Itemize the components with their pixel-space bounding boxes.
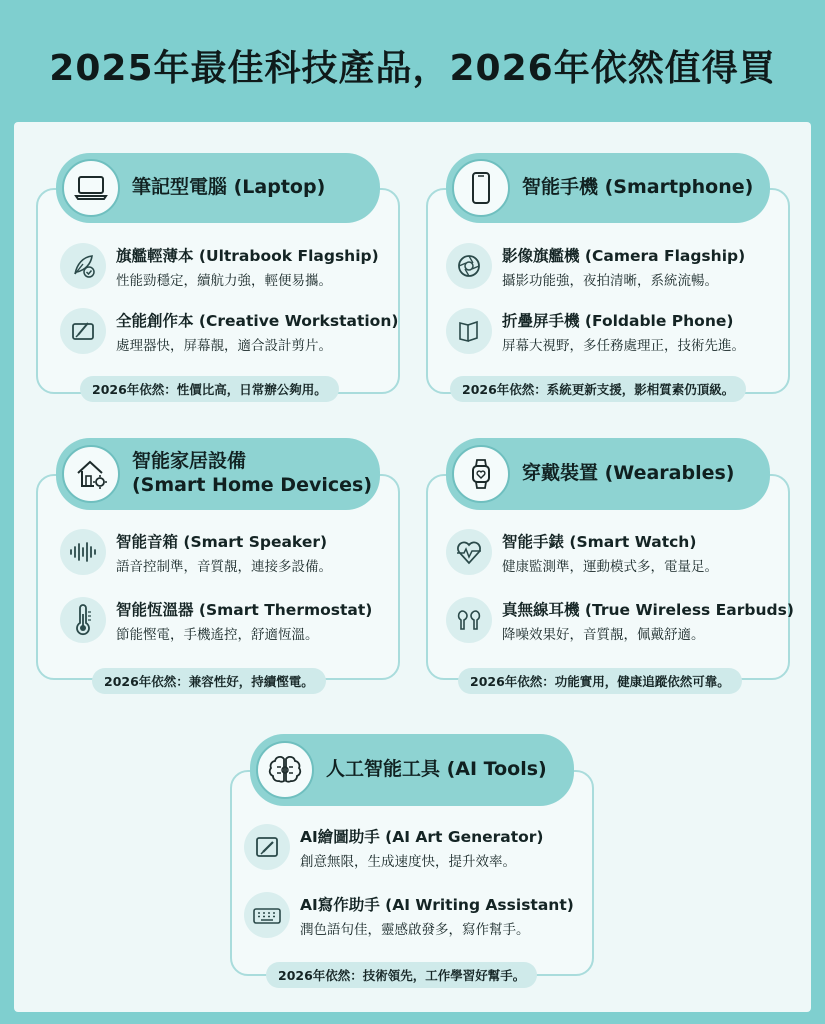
smartphone-footer: 2026年依然：系統更新支援，影相質素仍頂級。: [450, 376, 746, 402]
item-description: 潤色語句佳，靈感啟發多，寫作幫手。: [300, 921, 530, 938]
smarthome-header: [56, 438, 380, 510]
heart-rate-icon: [446, 529, 492, 575]
foldable-phone-icon: [446, 308, 492, 354]
wearables-footer: 2026年依然：功能實用，健康追蹤依然可靠。: [458, 668, 742, 694]
ai-header: [250, 734, 574, 806]
item-description: 創意無限，生成速度快，提升效率。: [300, 853, 516, 870]
item-description: 語音控制準，音質靚，連接多設備。: [116, 558, 332, 575]
item-title: 真無線耳機 (True Wireless Earbuds): [502, 600, 794, 619]
item-title: AI寫作助手 (AI Writing Assistant): [300, 895, 574, 914]
ai-heading: 人工智能工具 (AI Tools): [326, 758, 547, 781]
item-title: 折疊屏手機 (Foldable Phone): [502, 311, 734, 330]
item-title: 全能創作本 (Creative Workstation): [116, 311, 399, 330]
list-item: [446, 529, 718, 575]
item-description: 性能勁穩定，續航力強，輕便易攜。: [116, 272, 332, 289]
list-item: [446, 597, 794, 643]
page-title: 2025年最佳科技產品，2026年依然值得買: [49, 48, 776, 89]
sound-wave-icon: [60, 529, 106, 575]
wearables-heading: 穿戴裝置 (Wearables): [522, 462, 735, 485]
feather-check-icon: [60, 243, 106, 289]
item-description: 屏幕大視野，多任務處理正，技術先進。: [502, 337, 745, 354]
item-description: 攝影功能強，夜拍清晰，系統流暢。: [502, 272, 718, 289]
laptop-footer: 2026年依然：性價比高，日常辦公夠用。: [80, 376, 339, 402]
list-item: [60, 529, 332, 575]
ai-brain-icon: [256, 741, 314, 799]
smartphone-header: [446, 153, 770, 223]
list-item: [60, 308, 398, 354]
camera-aperture-icon: [446, 243, 492, 289]
list-item: [446, 308, 745, 354]
list-item: [60, 597, 372, 643]
ai-footer: 2026年依然：技術領先，工作學習好幫手。: [266, 962, 537, 988]
laptop-icon: [62, 159, 120, 217]
list-item: [60, 243, 379, 289]
smartwatch-icon: [452, 445, 510, 503]
item-title: 智能手錶 (Smart Watch): [502, 532, 697, 551]
smart-home-icon: [62, 445, 120, 503]
smarthome-heading-line1: 智能家居設備: [132, 450, 247, 473]
item-title: 智能音箱 (Smart Speaker): [116, 532, 328, 551]
item-title: 旗艦輕薄本 (Ultrabook Flagship): [116, 246, 379, 265]
tablet-pen-icon: [60, 308, 106, 354]
thermometer-icon: [60, 597, 106, 643]
keyboard-icon: [244, 892, 290, 938]
list-item: [446, 243, 745, 289]
earbuds-icon: [446, 597, 492, 643]
canvas-brush-icon: [244, 824, 290, 870]
smarthome-heading-line2: (Smart Home Devices): [132, 474, 373, 496]
item-description: 降噪效果好，音質靚，佩戴舒適。: [502, 626, 705, 643]
item-description: 節能慳電，手機遙控，舒適恆溫。: [116, 626, 319, 643]
smartphone-heading: 智能手機 (Smartphone): [522, 176, 754, 199]
item-title: 影像旗艦機 (Camera Flagship): [502, 246, 746, 265]
laptop-header: [56, 153, 380, 223]
list-item: [244, 824, 544, 870]
item-title: AI繪圖助手 (AI Art Generator): [300, 827, 544, 846]
smarthome-footer: 2026年依然：兼容性好，持續慳電。: [92, 668, 326, 694]
item-description: 健康監測準，運動模式多，電量足。: [502, 558, 718, 575]
smartphone-icon: [452, 159, 510, 217]
wearables-header: [446, 438, 770, 510]
item-description: 處理器快，屏幕靚，適合設計剪片。: [116, 337, 332, 354]
laptop-heading: 筆記型電腦 (Laptop): [132, 176, 326, 199]
item-title: 智能恆溫器 (Smart Thermostat): [116, 600, 373, 619]
list-item: [244, 892, 574, 938]
